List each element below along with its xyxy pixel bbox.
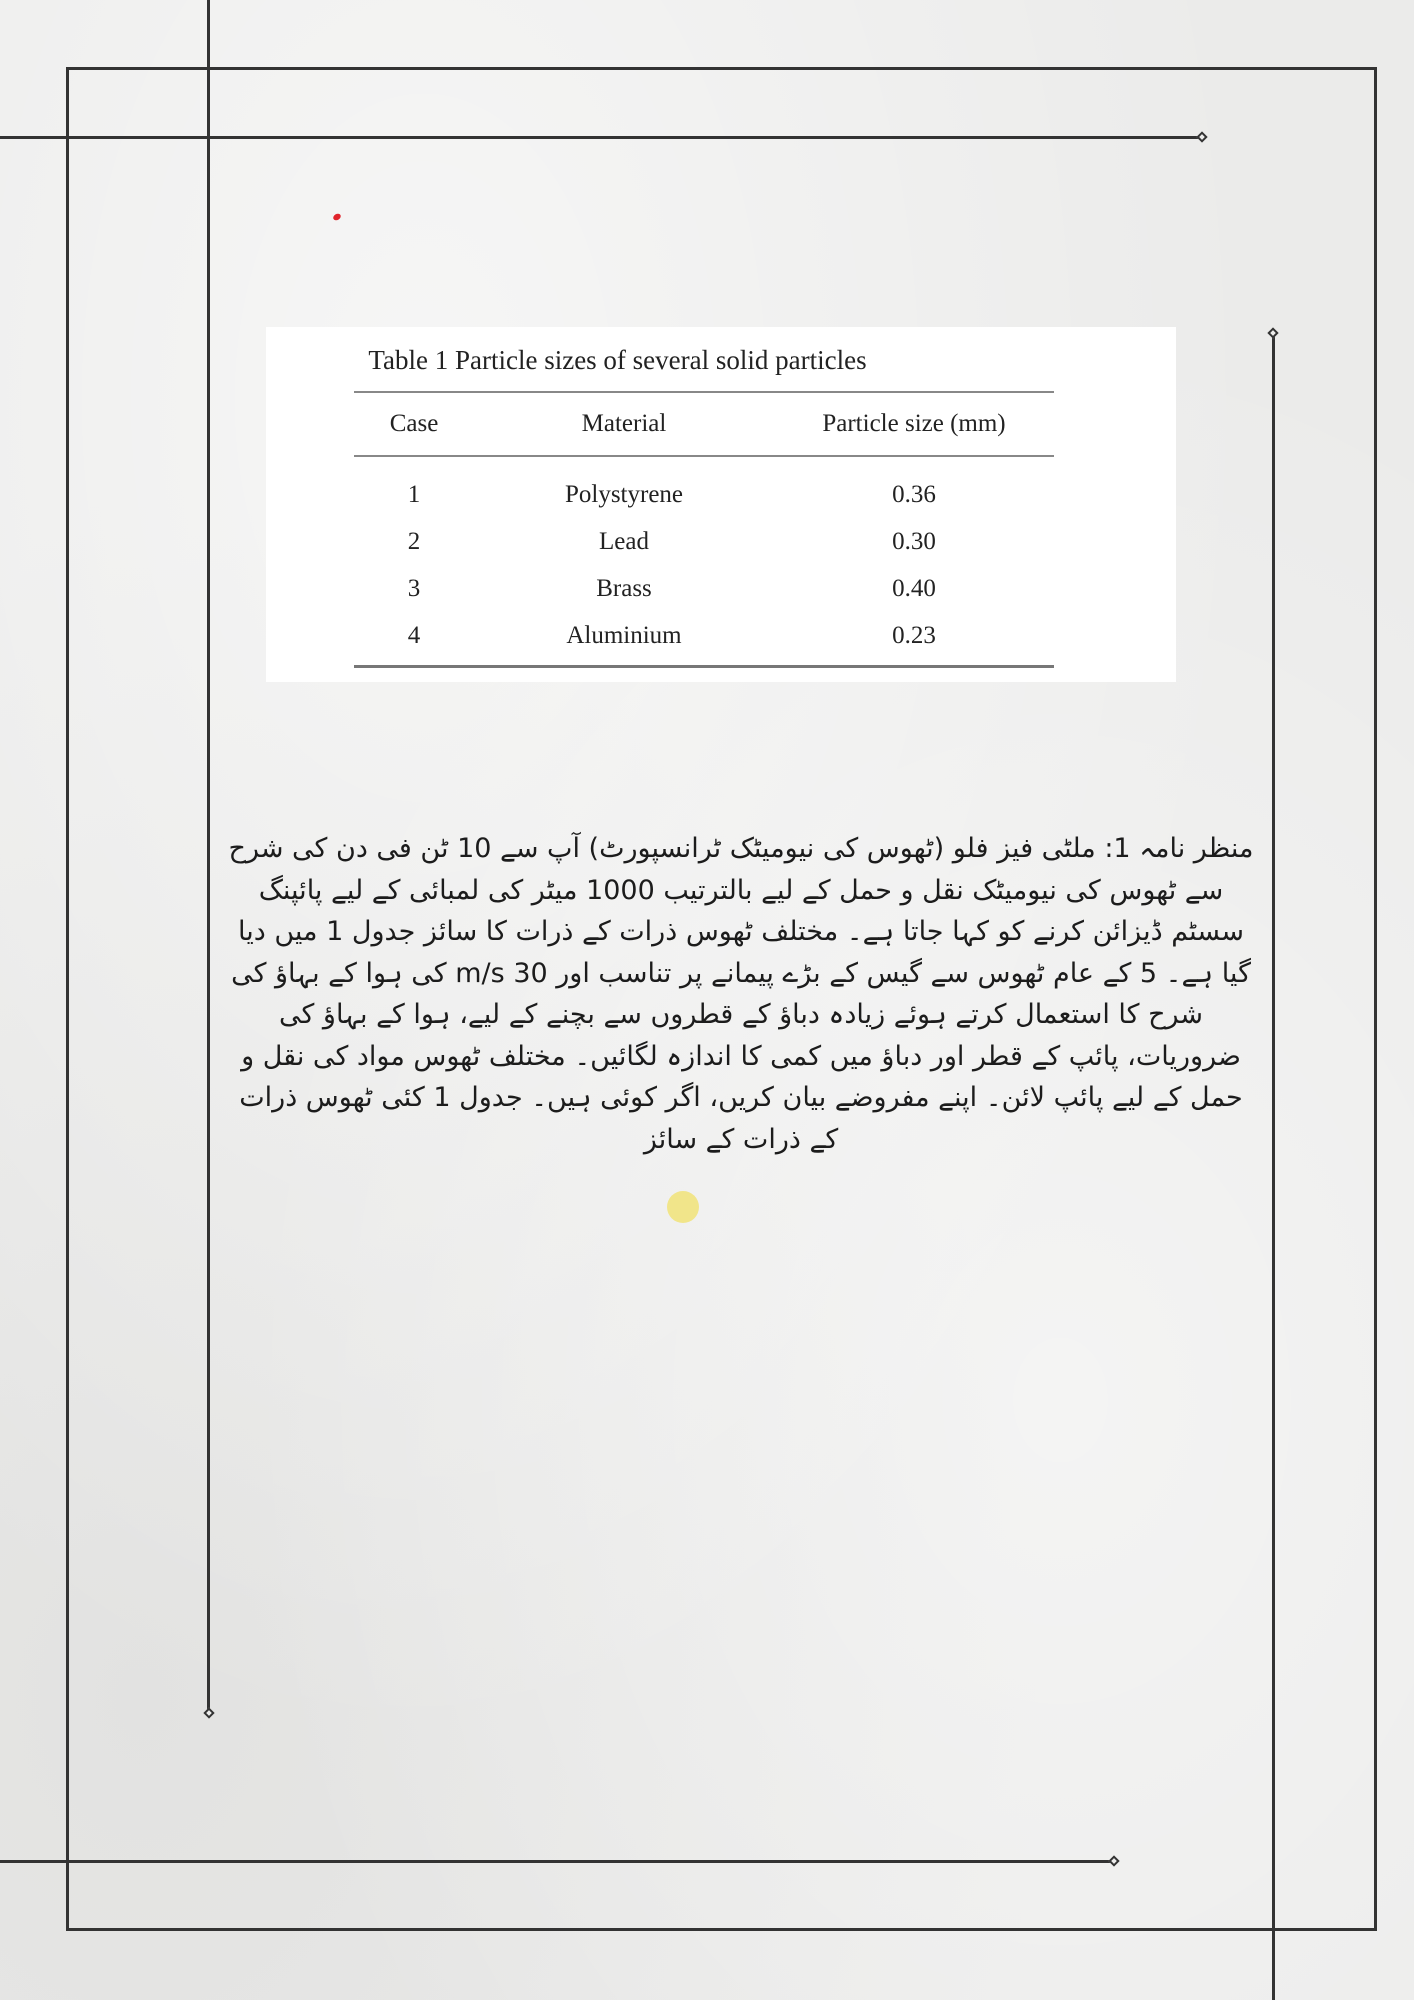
yellow-highlight-mark bbox=[667, 1191, 699, 1223]
scenario-description-text: منظر نامہ 1: ملٹی فیز فلو (ٹھوس کی نیومیٹک ٹرانسپورٹ) آپ سے 10 ٹن فی دن کی شرح سے ٹھوس کی نیومیٹک نقل و حمل کے لیے بالترتیب 1000 میٹر کی لمبائی کے لیے پائپنگ سسٹم ڈیزائن کرنے کو کہا جاتا ہے۔ مختلف ٹھوس ذرات کے ذرات کا سائز جدول 1 میں دیا گیا ہے۔ 5 کے عام ٹھوس سے گیس کے بڑے پیمانے پر تناسب اور 30 m/s کی ہوا کے بہاؤ کی شرح کا استعمال کرتے ہوئے زیادہ دباؤ کے قطروں سے بچنے کے لیے، ہوا کے بہاؤ کی ضروریات، پائپ کے قطر اور دباؤ میں کمی کا اندازہ لگائیں۔ مختلف ٹھوس مواد کی نقل و حمل کے لیے پائپ لائن۔ اپنے مفروضے بیان کریں، اگر کوئی ہیں۔ جدول 1 کئی ٹھوس ذرات کے ذرات کے سائز bbox=[228, 833, 1254, 1155]
table-row bbox=[354, 612, 1054, 667]
cell-case: 2 bbox=[407, 527, 421, 555]
cell-case: 4 bbox=[354, 612, 474, 667]
table-caption: Table 1 Particle sizes of several solid particles bbox=[368, 345, 867, 375]
cell-material: Brass bbox=[596, 574, 652, 602]
cell-size: 0.40 bbox=[892, 574, 936, 602]
cell-case: 1 bbox=[407, 480, 421, 508]
cell-case: 3 bbox=[407, 574, 421, 602]
cell-material: Lead bbox=[599, 527, 649, 555]
cell-size: 0.36 bbox=[892, 480, 936, 508]
cell-material: Polystyrene bbox=[564, 480, 684, 508]
top-horizontal-line bbox=[0, 136, 1200, 139]
particle-size-table-figure bbox=[266, 327, 1176, 682]
table-row bbox=[354, 456, 1054, 518]
column-header-material: Material bbox=[474, 392, 774, 456]
bottom-horizontal-line bbox=[0, 1860, 1112, 1863]
particle-size-table bbox=[354, 391, 1054, 668]
right-vertical-line bbox=[1272, 334, 1275, 2000]
column-header-case: Case bbox=[354, 392, 474, 456]
column-header-particle-size: Particle size (mm) bbox=[774, 392, 1054, 456]
cell-material: Aluminium bbox=[474, 612, 774, 667]
table-row bbox=[354, 565, 1054, 612]
table-header-row bbox=[354, 392, 1054, 456]
left-vertical-line bbox=[207, 0, 210, 1714]
cell-size: 0.30 bbox=[892, 527, 936, 555]
cell-size: 0.23 bbox=[774, 612, 1054, 667]
table-row bbox=[354, 518, 1054, 565]
